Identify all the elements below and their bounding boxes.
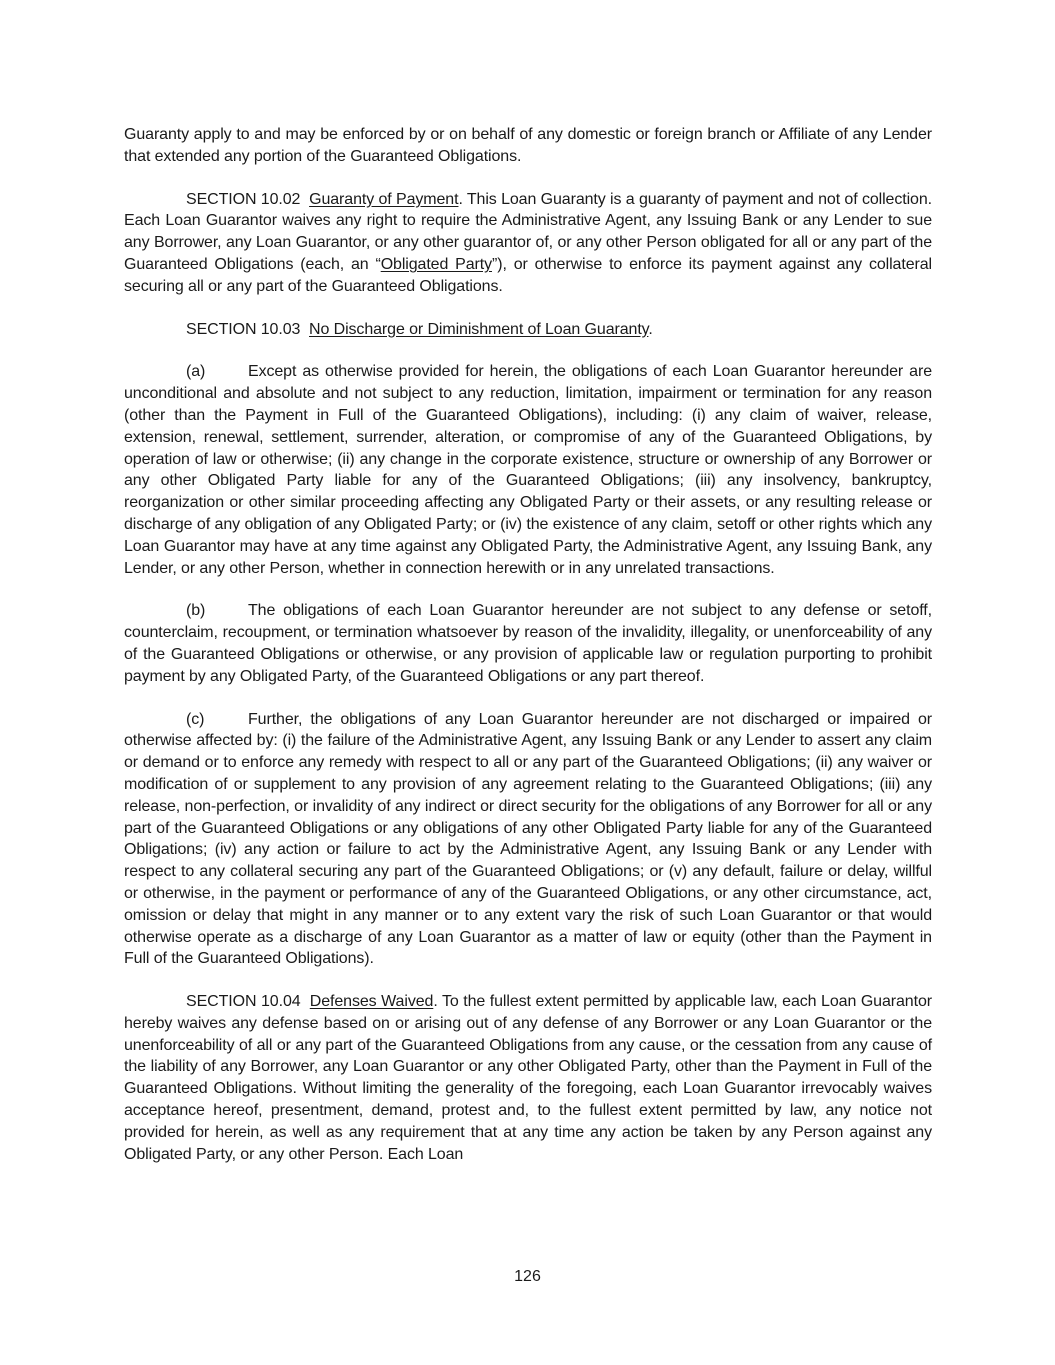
- section-number: SECTION 10.03: [186, 320, 301, 338]
- section-10-02: [124, 189, 932, 298]
- section-body: . To the fullest extent permitted by applicable law, each Loan Guarantor hereby waives any defense based on or arising out of any defense of any Borrower or any Loan Guarantor or the unenforceability of all or any part of the Guaranteed Obligations from any cause, or the cessation from any cause of the liability of any Borrower, any Loan Guarantor or any other Obligated Party, other than the Payment in Full of the Guaranteed Obligations. Without limiting the generality of the foregoing, each Loan Guarantor irrevocably waives acceptance hereof, presentment, demand, protest and, to the fullest extent permitted by law, any notice not provided for herein, as well as any requirement that at any time any action be taken by any Person against any Obligated Party, or any other Person. Each Loan: [124, 993, 932, 1163]
- clause-c: [124, 709, 932, 971]
- clause-text: The obligations of each Loan Guarantor hereunder are not subject to any defense or setoff, counterclaim, recoupment, or termination whatsoever by reason of the invalidity, illegality, or unenforceability of any of the Guaranteed Obligations or otherwise, or any provision of applicable law or regulation purporting to prohibit payment by any Obligated Party, of the Guaranteed Obligations or any part thereof.: [124, 602, 932, 685]
- section-10-04: [124, 991, 932, 1165]
- section-body: . This Loan Guaranty is a guaranty of payment and not of collection. Each Loan Guarantor waives any right to require the Administrative Agent, any Issuing Bank or any Lender to sue any Borrower, any Loan Guarantor, or any other guarantor of, or any other Person obligated for all or any part of the Guaranteed Obligations (each, an “: [124, 190, 932, 273]
- section-number: SECTION 10.04: [186, 993, 301, 1011]
- section-heading: Defenses Waived: [309, 993, 434, 1011]
- clause-text: Except as otherwise provided for herein, the obligations of each Loan Guarantor hereunder are unconditional and absolute and not subject to any reduction, limitation, impairment or termination for any reason (other than the Payment in Full of the Guaranteed Obligations), including: (i) any claim of waiver, release, extension, renewal, settlement, surrender, alteration, or compromise of any of the Guaranteed Obligations, by operation of law or otherwise; (ii) any change in the corporate existence, structure or ownership of any Borrower or any other Obligated Party liable for any of the Guaranteed Obligations; (iii) any insolvency, bankruptcy, reorganization or other similar proceeding affecting any Obligated Party or their assets, or any resulting release or discharge of any obligation of any Obligated Party; or (iv) the existence of any claim, setoff or other rights which any Loan Guarantor may have at any time against any Obligated Party, the Administrative Agent, any Issuing Bank, any Lender, or any other Person, whether in connection herewith or in any unrelated transactions.: [124, 363, 932, 577]
- section-body-continued: ”), or otherwise to enforce its payment against any collateral securing all or any part of the Guaranteed Obligations.: [124, 255, 932, 295]
- clause-a: [124, 361, 932, 579]
- section-10-03: [124, 319, 932, 341]
- defined-term: Obligated Party: [380, 255, 493, 273]
- page-number: 126: [514, 1268, 541, 1285]
- clause-label: (a): [186, 363, 206, 381]
- section-heading: No Discharge or Diminishment of Loan Guaranty: [309, 320, 649, 338]
- section-number: SECTION 10.02: [186, 190, 301, 208]
- continuation-paragraph: [124, 124, 932, 168]
- clause-label: (c): [186, 710, 205, 728]
- heading-period: .: [648, 320, 653, 338]
- clause-label: (b): [186, 602, 206, 620]
- clause-text: Further, the obligations of any Loan Guarantor hereunder are not discharged or impaired or otherwise affected by: (i) the failure of the Administrative Agent, any Issuing Bank or any Lender to assert any claim or demand or to enforce any remedy with respect to all or any part of the Guaranteed Obligations; (ii) any waiver or modification of or supplement to any provision of any agreement relating to the Guaranteed Obligations; (iii) any release, non-perfection, or invalidity of any indirect or direct security for the obligations of any Borrower for all or any part of the Guaranteed Obligations or any obligations of any other Obligated Party liable for any of the Guaranteed Obligations; (iv) any action or failure to act by the Administrative Agent, any Issuing Bank or any Lender with respect to any collateral securing any part of the Guaranteed Obligations; or (v) any default, failure or delay, willful or otherwise, in the payment or performance of any of the Guaranteed Obligations, or any other circumstance, act, omission or delay that might in any manner or to any extent vary the risk of such Loan Guarantor or that would otherwise operate as a discharge of any Loan Guarantor as a matter of law or equity (other than the Payment in Full of the Guaranteed Obligations).: [124, 710, 932, 968]
- section-heading: Guaranty of Payment: [309, 190, 459, 208]
- paragraph-text: Guaranty apply to and may be enforced by or on behalf of any domestic or foreign branch or Affiliate of any Lender that extended any portion of the Guaranteed Obligations.: [124, 126, 932, 165]
- clause-b: [124, 600, 932, 687]
- document-page: [124, 124, 932, 1186]
